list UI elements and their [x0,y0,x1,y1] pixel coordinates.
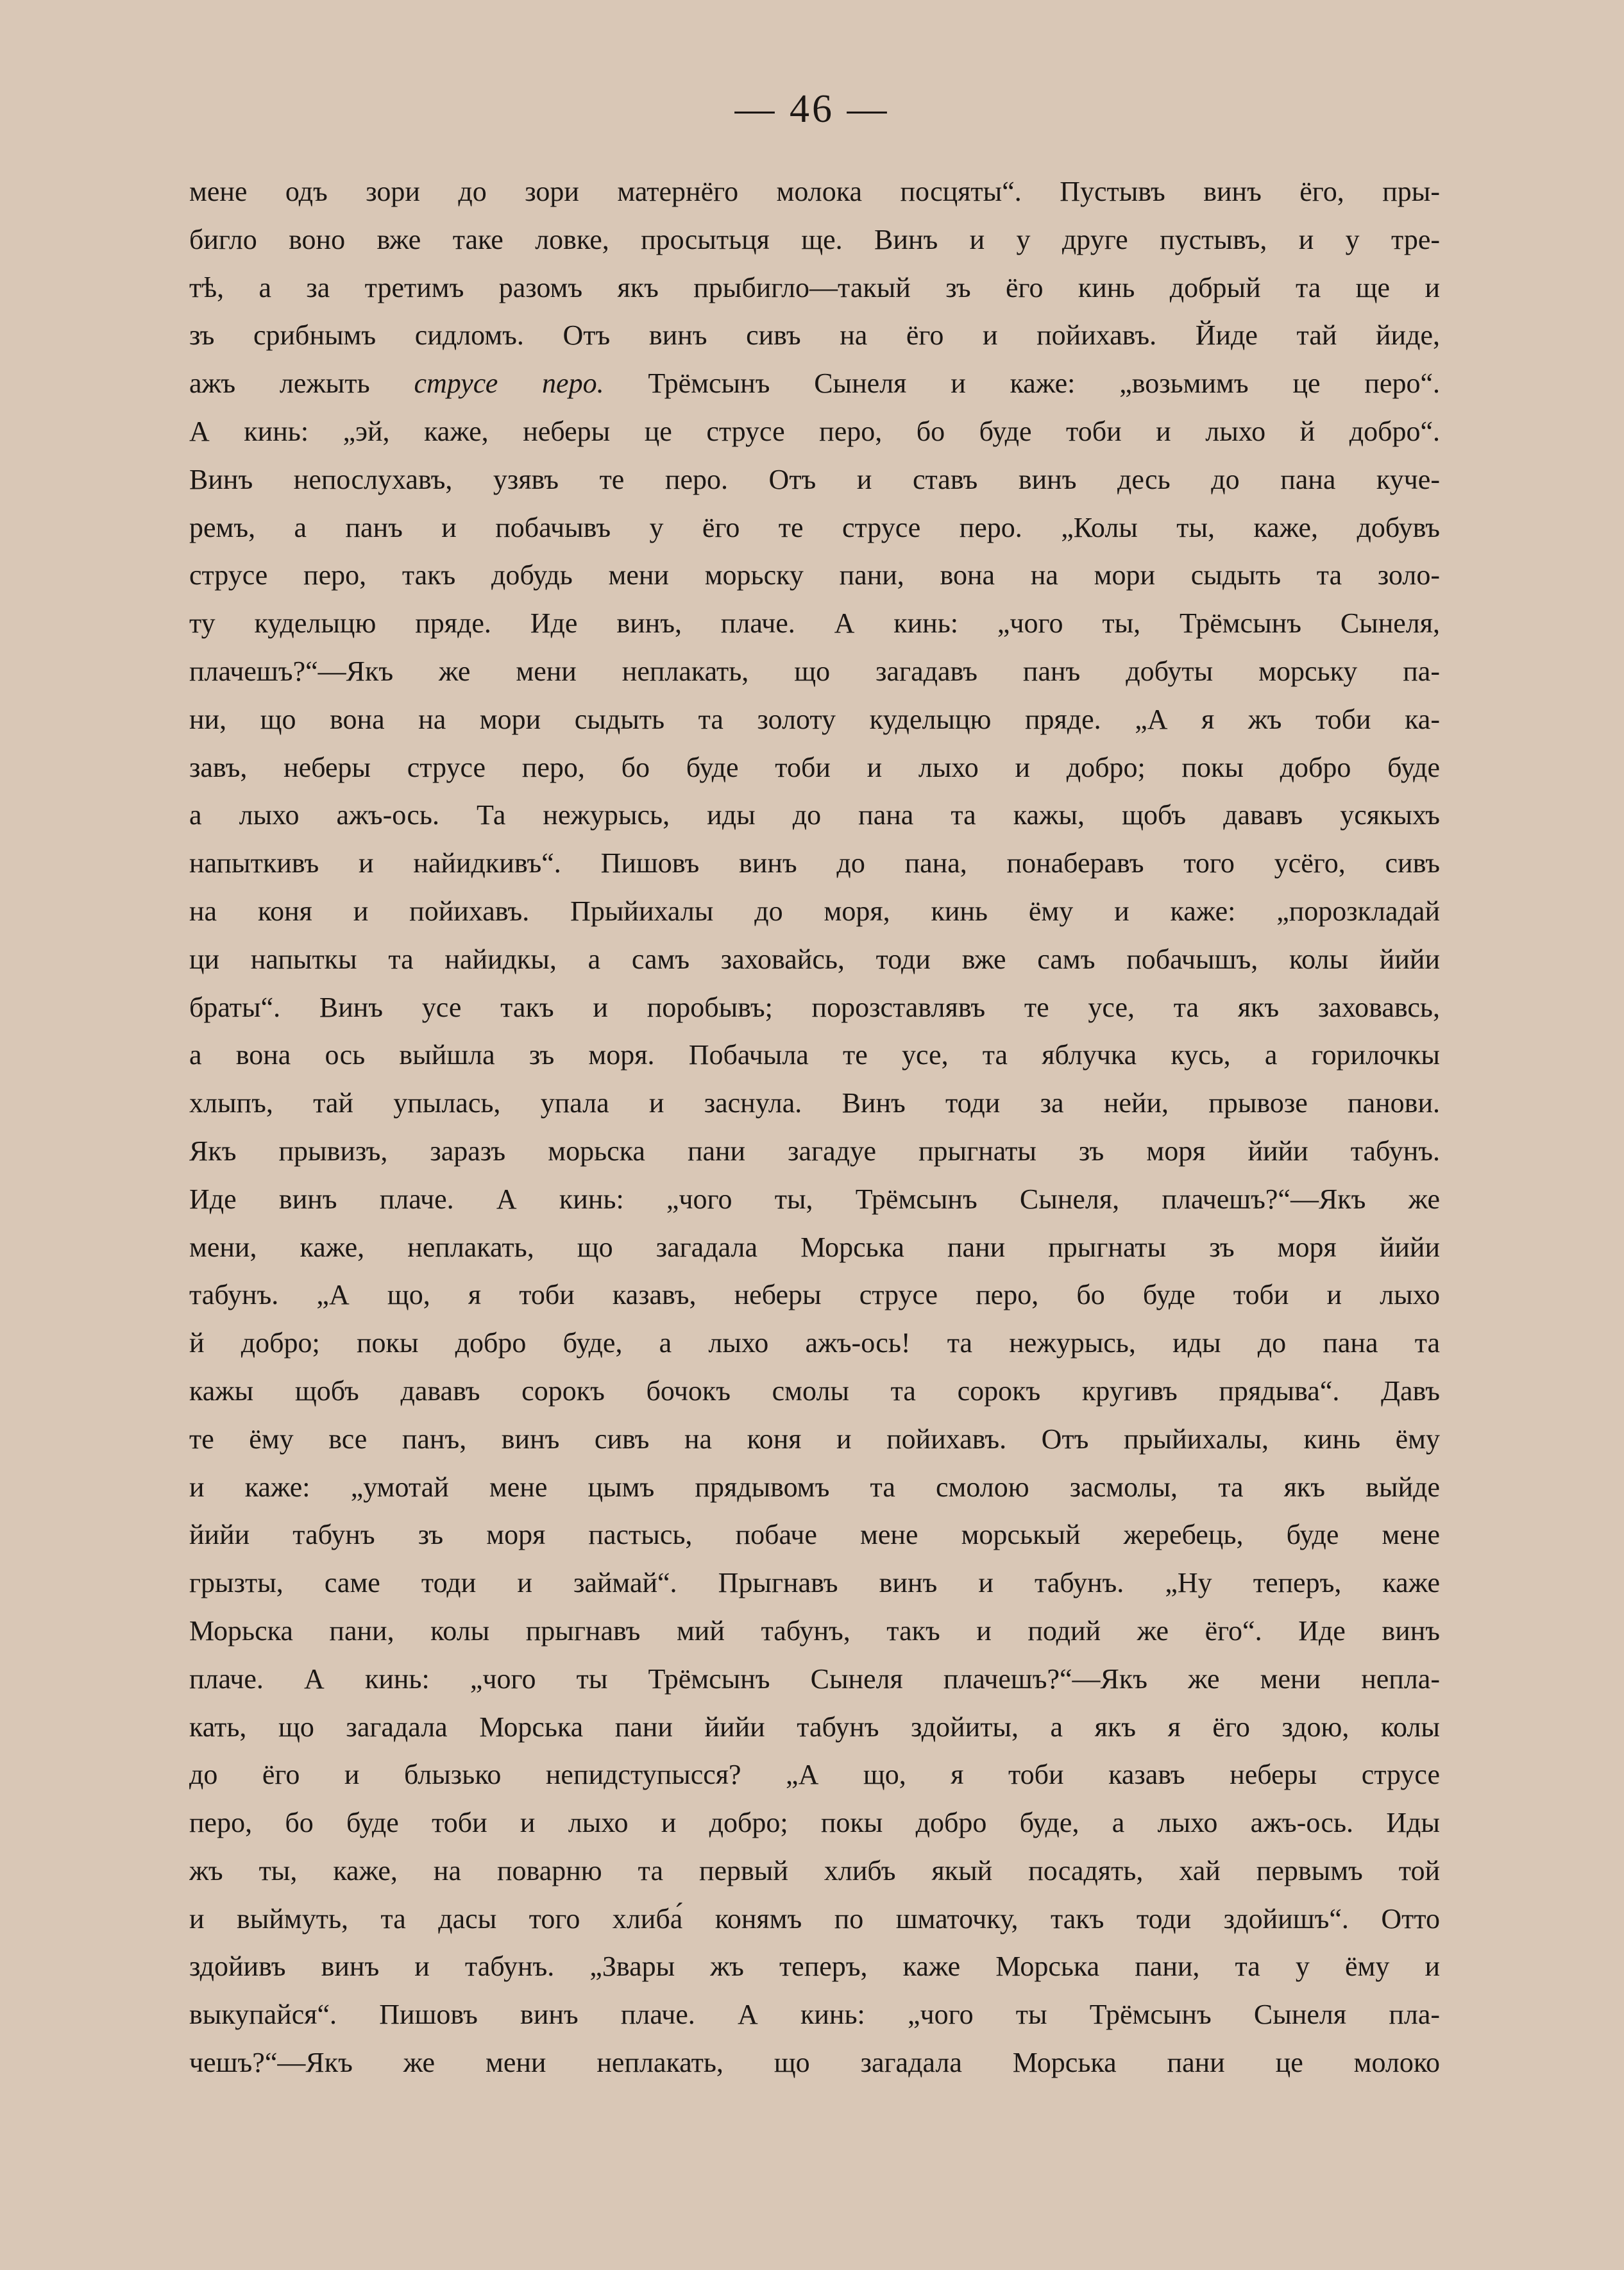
text-line: плачешъ?“—Якъ же мени неплакать, що загадавъ панъ добуты морську па- [189,655,1440,687]
body-text [189,168,1440,2087]
text-line: кажы щобъ дававъ сорокъ бочокъ смолы та сорокъ кругивъ прядыва“. Давъ [189,1375,1440,1407]
text-line: хлыпъ, тай упылась, упала и заснула. Винъ тоди за нейи, прывозе панови. [189,1087,1440,1119]
text-line: выкупайся“. Пишовъ винъ плаче. А кинь: „чого ты Трёмсынъ Сынеля пла- [189,1999,1440,2031]
text-line: струсе перо, такъ добудь мени морьску пани, вона на мори сыдыть та золо- [189,559,1440,591]
text-line: а лыхо ажъ-ось. Та нежурысь, иды до пана та кажы, щобъ дававъ усякыхъ [189,799,1440,831]
text-line: Морьска пани, колы прыгнавъ мий табунъ, такъ и подий же ёго“. Иде винъ [189,1614,1440,1647]
text-line: чешъ?“—Якъ же мени неплакать, що загадала Морська пани це молоко [189,2047,1440,2079]
text-line: йийи табунъ зъ моря пастысь, побаче мене морськый жеребець, буде мене [189,1519,1440,1551]
text-line: и выймуть, та дасы того хлиба́ конямъ по шматочку, такъ тоди здойишъ“. Отто [189,1902,1440,1935]
text-line: ни, що вона на мори сыдыть та золоту куделыцю пряде. „А я жъ тоби ка- [189,703,1440,735]
text-line: грызты, саме тоди и займай“. Прыгнавъ винъ и табунъ. „Ну теперъ, каже [189,1567,1440,1599]
text-line: Якъ прывизъ, заразъ морьска пани загадуе прыгнаты зъ моря йийи табунъ. [189,1135,1440,1167]
text-line: завъ, неберы струсе перо, бо буде тоби и лыхо и добро; покы добро буде [189,751,1440,783]
text-line: а вона ось выйшла зъ моря. Побачыла те усе, та яблучка кусь, а горилочкы [189,1039,1440,1071]
text-line: браты“. Винъ усе такъ и поробывъ; порозставлявъ те усе, та якъ заховавсь, [189,991,1440,1023]
text-line: кать, що загадала Морська пани йийи табунъ здойиты, а якъ я ёго здою, колы [189,1711,1440,1743]
text-line: ту куделыцю пряде. Иде винъ, плаче. А кинь: „чого ты, Трёмсынъ Сынеля, [189,607,1440,639]
text-line: до ёго и блызько непидступысся? „А що, я тоби казавъ неберы струсе [189,1759,1440,1791]
text-line: перо, бо буде тоби и лыхо и добро; покы добро буде, а лыхо ажъ-ось. Иды [189,1807,1440,1839]
text-line: тѣ, а за третимъ разомъ якъ прыбигло—такый зъ ёго кинь добрый та ще и [189,271,1440,303]
text-line: и каже: „умотай мене цымъ прядывомъ та смолою засмолы, та якъ выйде [189,1471,1440,1503]
text-line: табунъ. „А що, я тоби казавъ, неберы струсе перо, бо буде тоби и лыхо [189,1279,1440,1311]
text-line: напыткивъ и найидкивъ“. Пишовъ винъ до пана, понаберавъ того усёго, сивъ [189,847,1440,879]
emphasized-phrase: струсе перо. [414,368,604,400]
text-line: плаче. А кинь: „чого ты Трёмсынъ Сынеля плачешъ?“—Якъ же мени непла- [189,1663,1440,1695]
text-line: Иде винъ плаче. А кинь: „чого ты, Трёмсынъ Сынеля, плачешъ?“—Якъ же [189,1183,1440,1215]
text-line: на коня и пойихавъ. Прыйихалы до моря, кинь ёму и каже: „порозкладай [189,895,1440,927]
text-line: ремъ, а панъ и побачывъ у ёго те струсе перо. „Колы ты, каже, добувъ [189,511,1440,543]
text-line: й добро; покы добро буде, а лыхо ажъ-ось! та нежурысь, иды до пана та [189,1327,1440,1359]
text-line: жъ ты, каже, на поварню та первый хлибъ якый посадять, хай первымъ той [189,1854,1440,1886]
text-line: мени, каже, неплакать, що загадала Морська пани прыгнаты зъ моря йийи [189,1231,1440,1263]
text-line: бигло воно вже таке ловке, просытьця ще. Винъ и у друге пустывъ, и у тре- [189,223,1440,255]
text-line: ажъ лежыть струсе перо. Трёмсынъ Сынеля и каже: „возьмимъ це перо“. [189,368,1440,400]
text-line: те ёму все панъ, винъ сивъ на коня и пойихавъ. Отъ прыйихалы, кинь ёму [189,1423,1440,1455]
text-line: здойивъ винъ и табунъ. „Звары жъ теперъ, каже Морська пани, та у ёму и [189,1951,1440,1983]
text-line: мене одъ зори до зори матернёго молока посцяты“. Пустывъ винъ ёго, пры- [189,176,1440,207]
text-line: А кинь: „эй, каже, неберы це струсе перо, бо буде тоби и лыхо й добро“. [189,415,1440,447]
text-line: зъ срибнымъ сидломъ. Отъ винъ сивъ на ёго и пойихавъ. Йиде тай йиде, [189,319,1440,352]
text-line: Винъ непослухавъ, узявъ те перо. Отъ и ставъ винъ десь до пана куче- [189,463,1440,495]
page-number: — 46 — [734,87,890,131]
text-line: ци напыткы та найидкы, а самъ заховайсь, тоди вже самъ побачышъ, колы йийи [189,943,1440,975]
